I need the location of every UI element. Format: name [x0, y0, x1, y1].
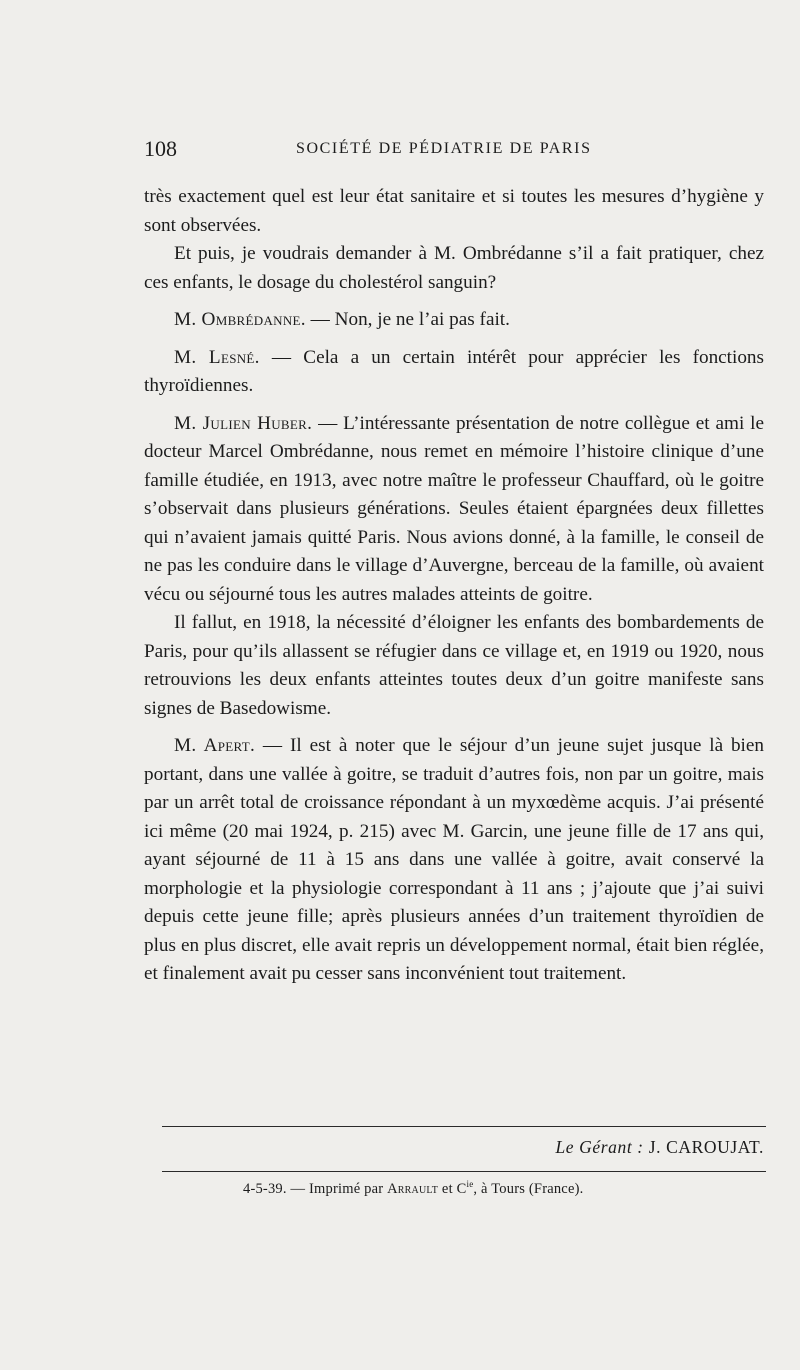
imprint-superscript: ie [466, 1179, 474, 1189]
imprint-printer: Arrault [387, 1180, 439, 1197]
paragraph-text: — Cela a un certain intérêt pour apprécier les fonctions thyroïdiennes. [144, 346, 764, 396]
paragraph [144, 183, 764, 240]
body-text [144, 183, 764, 989]
running-title: SOCIÉTÉ DE PÉDIATRIE DE PARIS [296, 140, 592, 157]
imprint-prefix: 4-5-39. — Imprimé par [243, 1180, 388, 1197]
page-header [144, 136, 766, 166]
page-number: 108 [144, 136, 177, 161]
paragraph-text: très exactement quel est leur état sanitaire et si toutes les mesures d’hygiène y sont observées. [144, 186, 764, 236]
signature-label: Le Gérant : [555, 1137, 644, 1157]
signature-name: J. CAROUJAT. [648, 1137, 764, 1157]
paragraph-text: Il fallut, en 1918, la nécessité d’éloigner les enfants des bombardements de Paris, pour qu’ils allassent se réfugier dans ce village et, en 1919 ou 1920, nous retrouvions les deux enfants atteintes toutes deux d’un goitre manifeste sans signes de Basedowisme. [144, 612, 764, 719]
speaker-name: M. Julien Huber. [174, 412, 313, 434]
divider-rule [162, 1171, 766, 1172]
paragraph [144, 240, 764, 297]
imprint-middle: et C [438, 1180, 467, 1197]
imprint-suffix: , à Tours (France). [473, 1180, 584, 1197]
paragraph [144, 344, 764, 401]
speaker-name: M. Ombrédanne. [174, 309, 306, 330]
paragraph [144, 410, 764, 610]
divider-rule [162, 1126, 766, 1127]
paragraph [144, 609, 764, 723]
speaker-name: M. Apert. [174, 735, 256, 756]
paragraph [144, 306, 764, 335]
paragraph-text: — Non, je ne l’ai pas fait. [305, 309, 510, 330]
paragraph-text: — L’intéressante présentation de notre collègue et ami le docteur Marcel Ombrédanne, nous remet en mémoire l’histoire clinique d’une famille étudiée, en 1913, avec notre maître le professeur Chauffard, où le goitre s’observait dans plusieurs générations. Seules étaient épargnées deux fillettes qui n’avaient jamais quitté Paris. Nous avions donné, à la famille, le conseil de ne pas les conduire dans le village d’Auvergne, berceau de la famille, où avaient vécu ou séjourné tous les autres malades atteints de goitre. [144, 412, 764, 605]
paragraph [144, 732, 764, 989]
paragraph-text: — Il est à noter que le séjour d’un jeune sujet jusque là bien portant, dans une vallée à goitre, se traduit d’autres fois, non par un goitre, mais par un arrêt total de croissance répondant à un myxœdème acquis. J’ai présenté ici même (20 mai 1924, p. 215) avec M. Garcin, une jeune fille de 17 ans qui, ayant séjourné de 11 à 15 ans dans une vallée à goitre, avait conservé la morphologie et la physiologie correspondant à 11 ans ; j’ajoute que j’ai suivi depuis cette jeune fille; après plusieurs années d’un traitement thyroïdien de plus en plus discret, elle avait repris un développement normal, était bien réglée, et finalement avait pu cesser sans inconvénient tout traitement. [144, 735, 765, 984]
printer-imprint [243, 1179, 583, 1198]
speaker-name: M. Lesné. [174, 346, 260, 368]
signature-line [555, 1137, 764, 1158]
paragraph-text: Et puis, je voudrais demander à M. Ombrédanne s’il a fait pratiquer, chez ces enfants, le dosage du cholestérol sanguin? [144, 243, 764, 293]
